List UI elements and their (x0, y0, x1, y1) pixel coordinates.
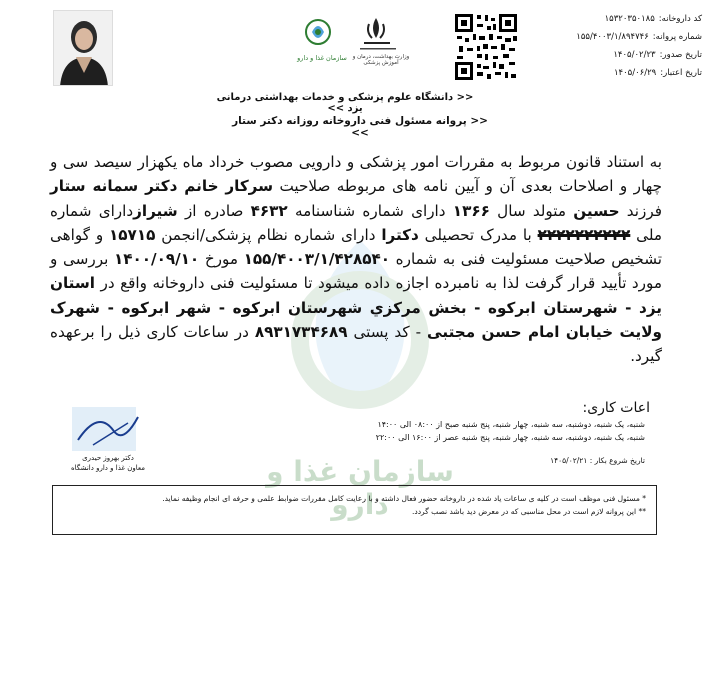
notes-box (52, 485, 657, 535)
license-meta (522, 10, 702, 82)
certificate-date: ۱۴۰۰/۰۹/۱۰ (113, 250, 200, 269)
start-date: تاریخ شروع بکار : ۱۴۰۵/۰۲/۲۱ (550, 456, 645, 465)
license-body: به استناد قانون مربوط به مقررات امور پزشکی و دارویی مصوب خرداد ماه یکهزار سیصد سی و چهار و اصلاحات بعدی آن و آیین نامه های مربوطه صلاحیت سرکار خانم دکتر سمانه ستار فرزند حسین متولد سال ۱۳۶۶ دارای شماره شناسنامه ۴۶۳۲ صادره از شیرازدارای شماره ملی ۲۲۲۲۲۲۲۲۲۲ با مدرک تحصیلی دکترا دارای شماره نظام پزشکی/انجمن ۱۵۷۱۵ و گواهی تشخیص صلاحیت مسئولیت فنی به شماره ۱۵۵/۴۰۰۳/۱/۴۲۸۵۴۰ مورخ ۱۴۰۰/۰۹/۱۰ بررسی و مورد تأیید قرار گرفت لذا به نامبرده اجازه داده میشود تا مسئولیت فنی داروخانه واقع در استان یزد - شهرستان ابرکوه - بخش مرکزي شهرستان ابرکوه - شهر ابرکوه - شهرک ولایت خیابان امام حسن مجتبی - کد پستی ۸۹۳۱۷۳۴۶۸۹ در ساعات کاری ذیل را برعهده گیرد. (50, 153, 662, 366)
watermark-text: سازمان غذا و دارو (266, 455, 454, 521)
meta-license-number: شماره پروانه: ۱۵۵/۴۰۰۳/۱/۸۹۴۷۴۶ (576, 32, 702, 42)
working-hours-title: اعات کاری: (582, 400, 650, 416)
national-id-redacted: ۲۲۲۲۲۲۲۲۲۲ (537, 225, 631, 244)
signature-block (58, 405, 158, 485)
working-hours (285, 418, 645, 444)
ministry-logos (290, 10, 410, 72)
hours-row-evening: شنبه، یک شنبه، دوشنبه، سه شنبه، چهار شنبه، پنج شنبه عصر از ۱۶:۰۰ الی ۲۲:۰۰ (375, 433, 645, 442)
postal-code: ۸۹۳۱۷۳۴۶۸۹ (254, 323, 348, 342)
father-name: حسین (573, 201, 620, 220)
ministry-caption: وزارت بهداشت، درمان و آموزش پزشکی (352, 54, 410, 66)
signer-role: معاون غذا و دارو دانشگاه (70, 464, 146, 472)
applicant-photo (53, 10, 113, 86)
pharmacy-address: استان یزد - شهرستان ابرکوه - بخش مرکزي شهرستان ابرکوه - شهر ابرکوه - شهرک ولایت خیابان امام حسن مجتبی (50, 274, 662, 342)
birth-year: ۱۳۶۶ (452, 201, 490, 220)
council-number: ۱۵۷۱۵ (109, 225, 156, 244)
note-1: * مسئول فنی موظف است در کلیه ی ساعات یاد شده در داروخانه حضور فعال داشته و با رعایت کامل مقررات ضوابط علمی و حرفه ای انجام وظیفه نماید. (162, 494, 646, 503)
holder-name: سرکار خانم دکتر سمانه ستار (50, 177, 274, 196)
university-title: << دانشگاه علوم پزشکی و خدمات بهداشتی درمانی یزد >> (216, 92, 474, 114)
signature-stamp-icon (68, 405, 148, 455)
license-title: << پروانه مسئول فنی داروخانه روزانه دکتر ستار >> (232, 115, 488, 139)
fda-caption: سازمان غذا و دارو (297, 54, 347, 62)
meta-valid-date: تاریخ اعتبار: ۱۴۰۵/۰۶/۲۹ (613, 68, 702, 78)
hours-row-morning: شنبه، یک شنبه، دوشنبه، سه شنبه، چهار شنبه، پنج شنبه صبح از ۰۸:۰۰ الی ۱۴:۰۰ (377, 420, 645, 429)
note-2: ** این پروانه لازم است در محل مناسبی که در معرض دید باشد نصب گردد. (411, 507, 646, 516)
signer-name: دکتر بهروز حیدری (82, 454, 134, 462)
meta-issue-date: تاریخ صدور: ۱۴۰۵/۰۲/۲۳ (613, 50, 702, 60)
degree: دکترا (381, 225, 419, 244)
issue-city: شیراز (133, 201, 178, 220)
meta-pharmacy-code: کد داروخانه: ۱۵۳۲۰۳۵۰۱۸۵ (604, 14, 702, 24)
id-number: ۴۶۳۲ (250, 201, 288, 220)
qr-code (453, 12, 519, 82)
certificate-number: ۱۵۵/۴۰۰۳/۱/۴۲۸۵۴۰ (243, 250, 391, 269)
